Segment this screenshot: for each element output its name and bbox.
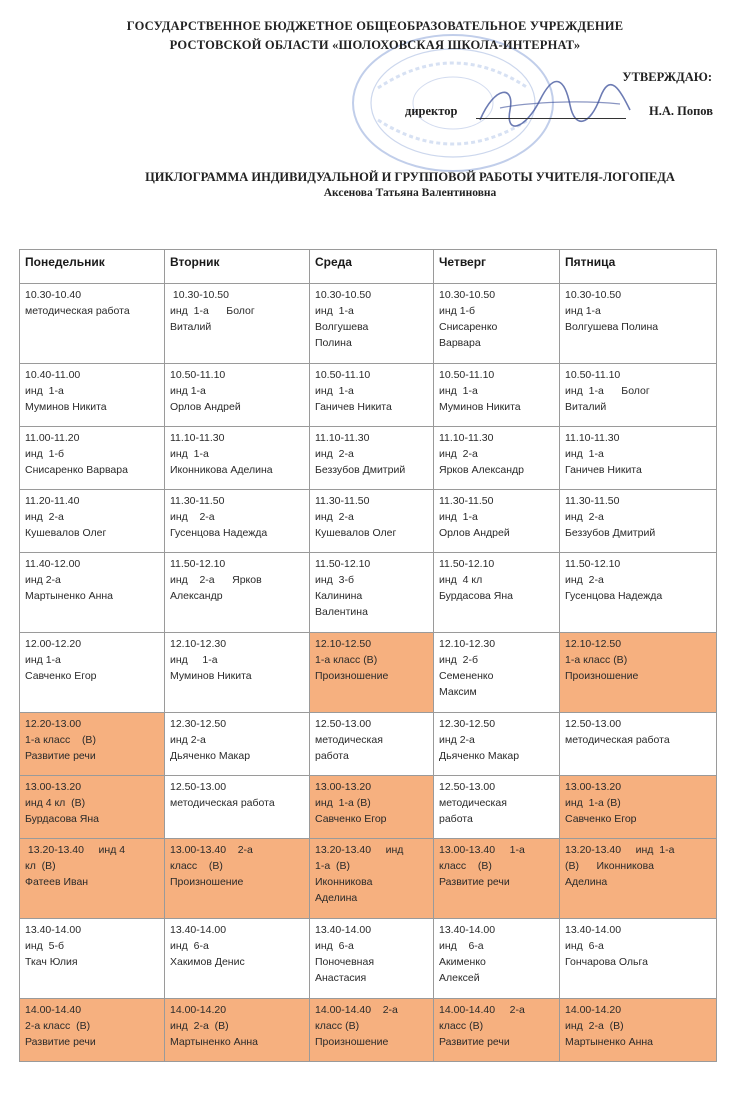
entry-text: Анастасия	[315, 972, 367, 984]
schedule-cell-wednesday	[310, 776, 434, 839]
entry-text: методическая работа	[565, 734, 670, 746]
schedule-cell-monday	[20, 284, 165, 364]
time-slot: 12.30-12.50	[439, 718, 496, 730]
entry-text: Бурдасова Яна	[439, 590, 514, 602]
teacher-name: Аксенова Татьяна Валентиновна	[323, 187, 497, 199]
entry-text: Поночевная	[315, 956, 375, 968]
institution-name-line-2: РОСТОВСКОЙ ОБЛАСТИ «ШОЛОХОВСКАЯ ШКОЛА-ИНТЕРНАТ»	[169, 38, 581, 52]
entry-text: инд 2-а	[565, 511, 604, 523]
time-slot: 13.40-14.00	[315, 924, 372, 936]
entry-text: инд 1-а	[25, 654, 61, 666]
time-slot: 13.00-13.20	[315, 781, 372, 793]
schedule-cell-tuesday	[165, 553, 310, 633]
entry-text: инд 2-б	[439, 654, 478, 666]
entry-text: Ганичев Никита	[565, 464, 642, 476]
table-row	[20, 633, 717, 713]
table-row	[20, 427, 717, 490]
time-slot: 10.30-10.50	[565, 289, 622, 301]
table-row	[20, 713, 717, 776]
time-slot: 13.00-13.40 1-а	[439, 844, 525, 856]
entry-text: класс (В)	[170, 860, 223, 872]
entry-text: инд 1-а	[170, 654, 218, 666]
entry-text: Виталий	[565, 401, 607, 413]
schedule-cell-friday	[560, 633, 717, 713]
day-header-friday: Пятница	[560, 250, 717, 284]
time-slot: 10.30-10.50	[315, 289, 372, 301]
schedule-cell-thursday	[434, 284, 560, 364]
institution-name-line-1: ГОСУДАРСТВЕННОЕ БЮДЖЕТНОЕ ОБЩЕОБРАЗОВАТЕЛЬНОЕ УЧРЕЖДЕНИЕ	[126, 19, 624, 33]
time-slot: 11.10-11.30	[565, 432, 620, 444]
schedule-cell-friday	[560, 490, 717, 553]
entry-text: 1-а (В)	[315, 860, 351, 872]
schedule-cell-monday	[20, 713, 165, 776]
entry-text: инд 1-б	[439, 305, 476, 317]
schedule-cell-tuesday	[165, 776, 310, 839]
entry-text: Развитие речи	[439, 876, 510, 888]
entry-text: инд 1-а	[439, 385, 478, 397]
entry-text: инд 1-а Болог	[170, 305, 255, 317]
schedule-cell-tuesday	[165, 713, 310, 776]
day-header-monday: Понедельник	[20, 250, 165, 284]
schedule-body	[20, 284, 717, 1062]
entry-text: Муминов Никита	[25, 401, 107, 413]
entry-text: инд 1-б	[25, 448, 64, 460]
signature-line	[476, 118, 626, 119]
schedule-cell-wednesday	[310, 284, 434, 364]
time-slot: 11.10-11.30	[315, 432, 370, 444]
schedule-cell-tuesday	[165, 427, 310, 490]
entry-text: Калинина	[315, 590, 363, 602]
entry-text: инд 3-б	[315, 574, 354, 586]
schedule-cell-wednesday	[310, 999, 434, 1062]
schedule-cell-friday	[560, 999, 717, 1062]
schedule-cell-thursday	[434, 839, 560, 919]
time-slot: 11.00-11.20	[25, 432, 80, 444]
time-slot: 12.20-13.00	[25, 718, 82, 730]
entry-text: Аделина	[315, 892, 358, 904]
entry-text: Беззубов Дмитрий	[315, 464, 406, 476]
table-row	[20, 776, 717, 839]
schedule-cell-friday	[560, 919, 717, 999]
schedule-cell-thursday	[434, 427, 560, 490]
schedule-cell-monday	[20, 427, 165, 490]
schedule-cell-wednesday	[310, 633, 434, 713]
schedule-cell-friday	[560, 776, 717, 839]
entry-text: Снисаренко Варвара	[25, 464, 128, 476]
entry-text: инд 1-а	[315, 305, 354, 317]
entry-text: инд 6-а	[565, 940, 604, 952]
document-title: ЦИКЛОГРАММА ИНДИВИДУАЛЬНОЙ И ГРУППОВОЙ РАБОТЫ УЧИТЕЛЯ-ЛОГОПЕДА	[145, 170, 675, 184]
entry-text: Произношение	[315, 670, 389, 682]
schedule-cell-wednesday	[310, 490, 434, 553]
entry-text: Иконникова Аделина	[170, 464, 273, 476]
entry-text: Савченко Егор	[565, 813, 637, 825]
table-row	[20, 364, 717, 427]
time-slot: 12.50-13.00	[439, 781, 496, 793]
time-slot: 10.50-11.10	[565, 369, 621, 381]
entry-text: Волгушева	[315, 321, 369, 333]
schedule-cell-thursday	[434, 553, 560, 633]
entry-text: 1-а класс (В)	[315, 654, 378, 666]
schedule-cell-monday	[20, 839, 165, 919]
entry-text: кл (В)	[25, 860, 56, 872]
entry-text: Валентина	[315, 606, 368, 618]
entry-text: Мартыненко Анна	[25, 590, 114, 602]
schedule-cell-friday	[560, 839, 717, 919]
entry-text: 1-а класс (В)	[565, 654, 628, 666]
entry-text: Аделина	[565, 876, 608, 888]
time-slot: 12.50-13.00	[315, 718, 372, 730]
entry-text: инд 1-а	[25, 385, 64, 397]
schedule-cell-tuesday	[165, 364, 310, 427]
director-name: Н.А. Попов	[649, 104, 713, 118]
time-slot: 14.00-14.40	[25, 1004, 82, 1016]
day-header-tuesday: Вторник	[165, 250, 310, 284]
entry-text: инд 1-а (В)	[315, 797, 371, 809]
entry-text: методическая	[315, 734, 383, 746]
time-slot: 11.20-11.40	[25, 495, 80, 507]
schedule-table	[19, 249, 717, 1062]
entry-text: инд 6-а	[315, 940, 354, 952]
time-slot: 11.10-11.30	[170, 432, 225, 444]
entry-text: класс (В)	[315, 1020, 360, 1032]
time-slot: 12.50-13.00	[565, 718, 622, 730]
schedule-cell-wednesday	[310, 713, 434, 776]
time-slot: 11.50-12.10	[170, 558, 226, 570]
entry-text: Произношение	[170, 876, 244, 888]
entry-text: инд 1-а	[170, 385, 206, 397]
entry-text: Гусенцова Надежда	[170, 527, 268, 539]
time-slot: 13.40-14.00	[25, 924, 82, 936]
entry-text: Савченко Егор	[25, 670, 97, 682]
entry-text: инд 1-а	[439, 511, 478, 523]
table-row	[20, 284, 717, 364]
schedule-cell-monday	[20, 919, 165, 999]
schedule-cell-thursday	[434, 713, 560, 776]
table-row	[20, 839, 717, 919]
time-slot: 10.30-10.50	[170, 289, 229, 301]
entry-text: Мартыненко Анна	[170, 1036, 259, 1048]
entry-text: работа	[315, 750, 349, 762]
entry-text: инд 2-а Ярков	[170, 574, 262, 586]
entry-text: Александр	[170, 590, 223, 602]
entry-text: Ганичев Никита	[315, 401, 392, 413]
entry-text: инд 2-а	[25, 511, 64, 523]
entry-text: инд 2-а	[315, 448, 354, 460]
table-row	[20, 553, 717, 633]
time-slot: 13.00-13.20	[25, 781, 82, 793]
time-slot: 12.00-12.20	[25, 638, 82, 650]
entry-text: инд 2-а	[315, 511, 354, 523]
entry-text: Развитие речи	[25, 1036, 96, 1048]
table-row	[20, 999, 717, 1062]
time-slot: 13.40-14.00	[565, 924, 622, 936]
time-slot: 11.10-11.30	[439, 432, 494, 444]
time-slot: 11.50-12.10	[315, 558, 371, 570]
entry-text: Волгушева Полина	[565, 321, 659, 333]
director-label: директор	[405, 104, 458, 118]
entry-text: инд 2-а	[439, 734, 475, 746]
entry-text: Хакимов Денис	[170, 956, 245, 968]
entry-text: 2-а класс (В)	[25, 1020, 91, 1032]
entry-text: инд 1-а	[170, 448, 209, 460]
schedule-cell-wednesday	[310, 427, 434, 490]
time-slot: 11.50-12.10	[439, 558, 495, 570]
schedule-cell-monday	[20, 553, 165, 633]
schedule-cell-wednesday	[310, 553, 434, 633]
entry-text: Семененко	[439, 670, 494, 682]
entry-text: инд 1-а	[565, 305, 601, 317]
schedule-cell-thursday	[434, 490, 560, 553]
schedule-cell-friday	[560, 427, 717, 490]
time-slot: 10.30-10.40	[25, 289, 82, 301]
schedule-cell-tuesday	[165, 284, 310, 364]
entry-text: Фатеев Иван	[25, 876, 89, 888]
entry-text: инд 2-а	[565, 574, 604, 586]
entry-text: работа	[439, 813, 473, 825]
schedule-cell-friday	[560, 553, 717, 633]
schedule-cell-friday	[560, 284, 717, 364]
schedule-cell-wednesday	[310, 839, 434, 919]
schedule-cell-tuesday	[165, 633, 310, 713]
time-slot: 14.00-14.40 2-а	[439, 1004, 525, 1016]
director-signature-row	[405, 104, 713, 124]
entry-text: (В) Иконникова	[565, 860, 654, 872]
schedule-cell-thursday	[434, 633, 560, 713]
entry-text: Полина	[315, 337, 352, 349]
entry-text: инд 2-а	[170, 734, 206, 746]
schedule-cell-tuesday	[165, 839, 310, 919]
time-slot: 10.50-11.10	[439, 369, 495, 381]
entry-text: инд 1-а Болог	[565, 385, 650, 397]
time-slot: 13.20-13.40 инд	[315, 844, 404, 856]
entry-text: методическая работа	[25, 305, 130, 317]
entry-text: Гончарова Ольга	[565, 956, 648, 968]
entry-text: методическая	[439, 797, 507, 809]
schedule-cell-thursday	[434, 999, 560, 1062]
schedule-cell-thursday	[434, 919, 560, 999]
entry-text: инд 2-а (В)	[565, 1020, 624, 1032]
entry-text: инд 6-а	[170, 940, 209, 952]
entry-text: Произношение	[565, 670, 639, 682]
time-slot: 13.40-14.00	[170, 924, 227, 936]
schedule-cell-wednesday	[310, 919, 434, 999]
schedule-cell-tuesday	[165, 919, 310, 999]
schedule-cell-monday	[20, 364, 165, 427]
time-slot: 11.30-11.50	[170, 495, 225, 507]
entry-text: Алексей	[439, 972, 480, 984]
time-slot: 12.10-12.50	[315, 638, 372, 650]
time-slot: 14.00-14.20	[565, 1004, 622, 1016]
time-slot: 13.20-13.40 инд 1-а	[565, 844, 675, 856]
entry-text: Варвара	[439, 337, 481, 349]
entry-text: инд 1-а (В)	[565, 797, 621, 809]
entry-text: Муминов Никита	[170, 670, 252, 682]
time-slot: 13.00-13.20	[565, 781, 622, 793]
entry-text: Дьяченко Макар	[170, 750, 251, 762]
entry-text: Иконникова	[315, 876, 373, 888]
time-slot: 14.00-14.20	[170, 1004, 227, 1016]
schedule-cell-friday	[560, 713, 717, 776]
entry-text: Беззубов Дмитрий	[565, 527, 656, 539]
entry-text: Муминов Никита	[439, 401, 521, 413]
entry-text: инд 2-а (В)	[170, 1020, 229, 1032]
schedule-cell-monday	[20, 999, 165, 1062]
entry-text: Бурдасова Яна	[25, 813, 100, 825]
entry-text: Ткач Юлия	[25, 956, 78, 968]
entry-text: Савченко Егор	[315, 813, 387, 825]
time-slot: 12.50-13.00	[170, 781, 227, 793]
time-slot: 11.30-11.50	[439, 495, 494, 507]
entry-text: Развитие речи	[25, 750, 96, 762]
day-header-thursday: Четверг	[434, 250, 560, 284]
schedule-cell-tuesday	[165, 490, 310, 553]
entry-text: Кушевалов Олег	[315, 527, 397, 539]
schedule-cell-friday	[560, 364, 717, 427]
entry-text: Орлов Андрей	[439, 527, 510, 539]
time-slot: 13.00-13.40 2-а	[170, 844, 253, 856]
schedule-cell-monday	[20, 490, 165, 553]
time-slot: 14.00-14.40 2-а	[315, 1004, 398, 1016]
entry-text: Максим	[439, 686, 477, 698]
entry-text: инд 2-а	[25, 574, 61, 586]
entry-text: Развитие речи	[439, 1036, 510, 1048]
time-slot: 10.50-11.10	[170, 369, 226, 381]
schedule-cell-monday	[20, 776, 165, 839]
schedule-cell-wednesday	[310, 364, 434, 427]
entry-text: Мартыненко Анна	[565, 1036, 654, 1048]
entry-text: 1-а класс (В)	[25, 734, 96, 746]
table-row	[20, 490, 717, 553]
entry-text: Снисаренко	[439, 321, 498, 333]
schedule-cell-thursday	[434, 364, 560, 427]
time-slot: 10.50-11.10	[315, 369, 371, 381]
entry-text: класс (В)	[439, 860, 492, 872]
approval-label: УТВЕРЖДАЮ:	[622, 70, 712, 84]
schedule-cell-tuesday	[165, 999, 310, 1062]
entry-text: Дьяченко Макар	[439, 750, 520, 762]
entry-text: Ярков Александр	[439, 464, 525, 476]
time-slot: 11.30-11.50	[315, 495, 370, 507]
day-header-row	[20, 250, 717, 284]
time-slot: 11.30-11.50	[565, 495, 620, 507]
entry-text: инд 2-а	[439, 448, 478, 460]
time-slot: 11.40-12.00	[25, 558, 81, 570]
entry-text: инд 2-а	[170, 511, 215, 523]
entry-text: Гусенцова Надежда	[565, 590, 663, 602]
entry-text: Орлов Андрей	[170, 401, 241, 413]
time-slot: 13.20-13.40 инд 4	[25, 844, 126, 856]
entry-text: Акименко	[439, 956, 486, 968]
entry-text: Произношение	[315, 1036, 389, 1048]
entry-text: инд 4 кл (В)	[25, 797, 86, 809]
entry-text: инд 1-а	[565, 448, 604, 460]
time-slot: 12.10-12.30	[439, 638, 496, 650]
entry-text: Кушевалов Олег	[25, 527, 107, 539]
time-slot: 11.50-12.10	[565, 558, 621, 570]
entry-text: инд 4 кл	[439, 574, 483, 586]
entry-text: инд 5-б	[25, 940, 64, 952]
time-slot: 12.10-12.30	[170, 638, 227, 650]
time-slot: 12.10-12.50	[565, 638, 622, 650]
time-slot: 10.40-11.00	[25, 369, 81, 381]
table-row	[20, 919, 717, 999]
entry-text: класс (В)	[439, 1020, 484, 1032]
day-header-wednesday: Среда	[310, 250, 434, 284]
entry-text: инд 6-а	[439, 940, 484, 952]
entry-text: методическая работа	[170, 797, 275, 809]
time-slot: 13.40-14.00	[439, 924, 496, 936]
entry-text: Виталий	[170, 321, 212, 333]
schedule-cell-monday	[20, 633, 165, 713]
time-slot: 10.30-10.50	[439, 289, 496, 301]
schedule-cell-thursday	[434, 776, 560, 839]
time-slot: 12.30-12.50	[170, 718, 227, 730]
entry-text: инд 1-а	[315, 385, 354, 397]
